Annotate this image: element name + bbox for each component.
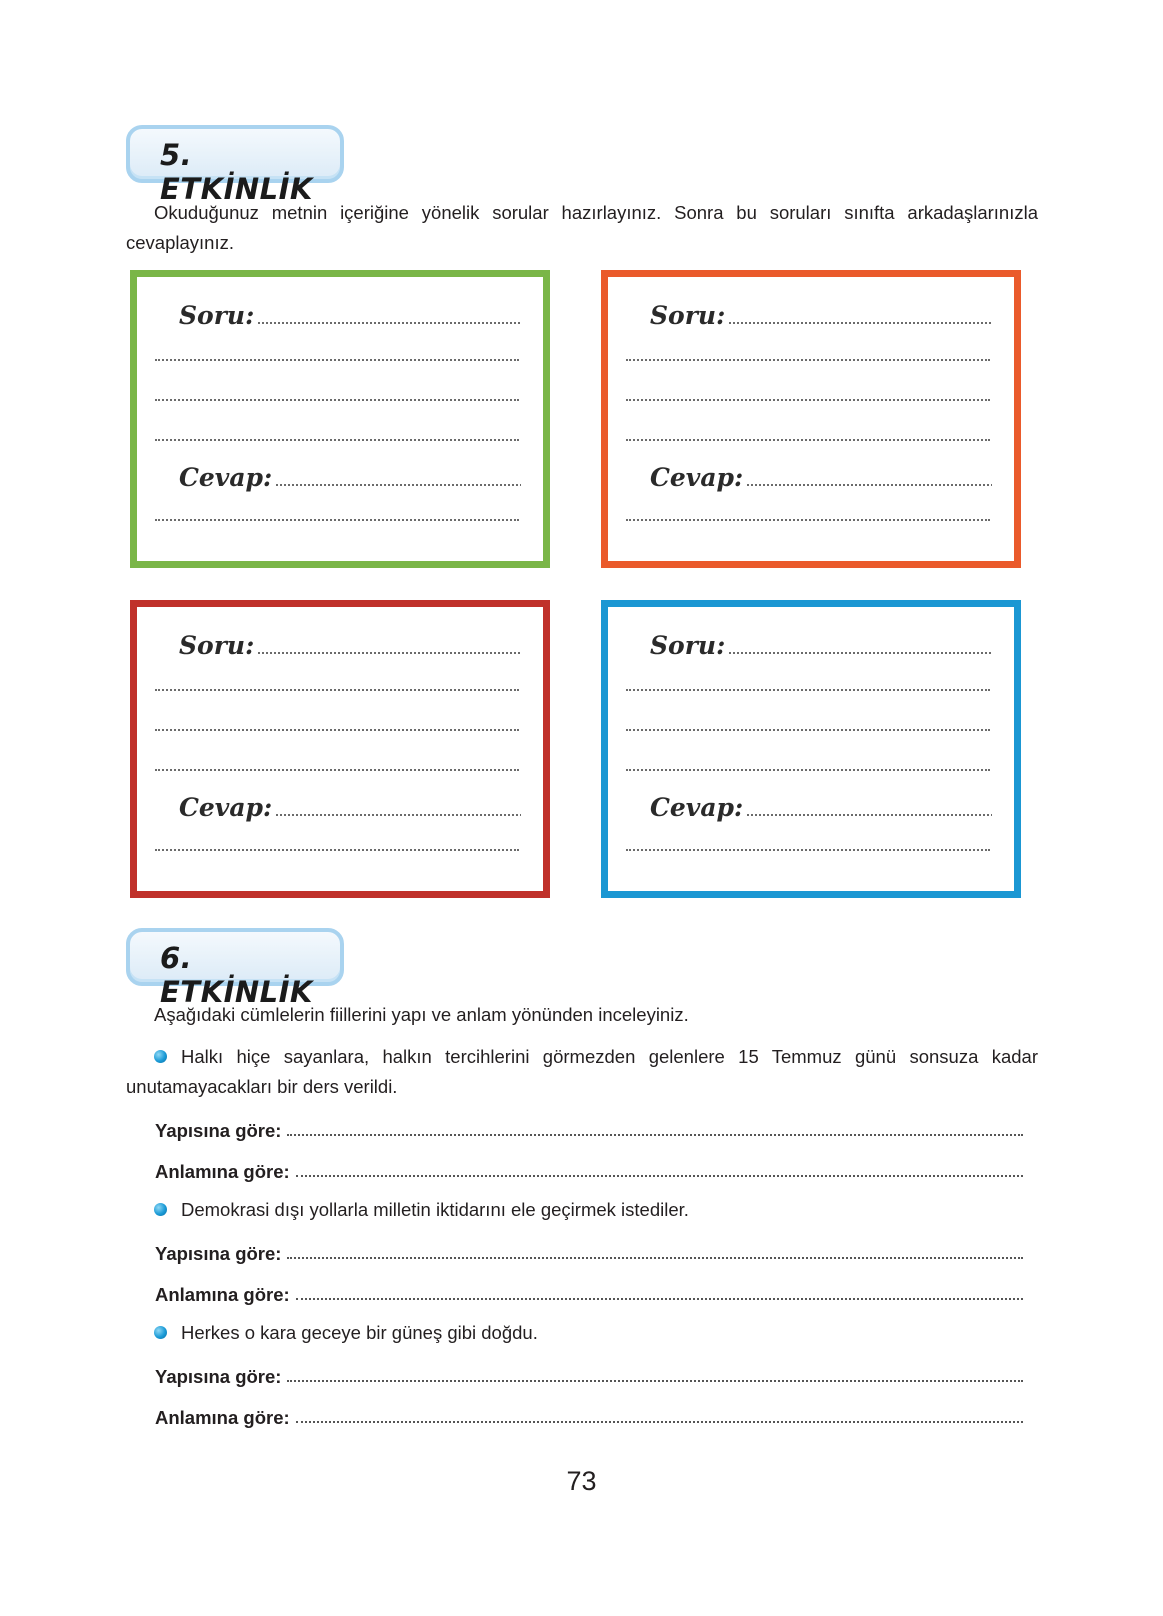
question-label: Soru: bbox=[650, 301, 726, 330]
question-label: Soru: bbox=[179, 301, 255, 330]
fill-line[interactable] bbox=[155, 689, 519, 691]
bullet-icon bbox=[154, 1050, 167, 1063]
structure-label: Yapısına göre: bbox=[155, 1243, 282, 1264]
question-card-red bbox=[130, 600, 550, 898]
answer-label: Cevap: bbox=[179, 793, 273, 822]
fill-line[interactable] bbox=[626, 689, 990, 691]
sentence-text: Halkı hiçe sayanlara, halkın tercihlerini görmezden gelenlere 15 Temmuz günü sonsuza kadar unutamayacakları bir ders verildi. bbox=[126, 1046, 1038, 1097]
meaning-fill-line[interactable] bbox=[296, 1298, 1023, 1300]
fill-line[interactable] bbox=[626, 399, 990, 401]
sentence-item bbox=[126, 1042, 1038, 1102]
meaning-fill-line[interactable] bbox=[296, 1175, 1023, 1177]
fill-line[interactable] bbox=[155, 439, 519, 441]
fill-line[interactable] bbox=[626, 849, 990, 851]
answer-label: Cevap: bbox=[650, 463, 744, 492]
question-fill-line[interactable] bbox=[258, 650, 521, 654]
structure-fill-line[interactable] bbox=[287, 1380, 1023, 1382]
structure-fill-line[interactable] bbox=[287, 1134, 1023, 1136]
bullet-icon bbox=[154, 1203, 167, 1216]
question-card-green bbox=[130, 270, 550, 568]
activity-6-instruction: Aşağıdaki cümlelerin fiillerini yapı ve anlam yönünden inceleyiniz. bbox=[154, 1004, 689, 1025]
sentence-item bbox=[126, 1318, 1038, 1348]
question-label: Soru: bbox=[650, 631, 726, 660]
structure-label: Yapısına göre: bbox=[155, 1366, 282, 1387]
meaning-fill-line[interactable] bbox=[296, 1421, 1023, 1423]
fill-line[interactable] bbox=[155, 359, 519, 361]
meaning-label: Anlamına göre: bbox=[155, 1284, 290, 1305]
question-fill-line[interactable] bbox=[729, 650, 992, 654]
sentence-text: Demokrasi dışı yollarla milletin iktidarını ele geçirmek istediler. bbox=[181, 1199, 689, 1220]
activity-6-title: 6. ETKİNLİK bbox=[160, 941, 313, 1009]
question-card-blue bbox=[601, 600, 1021, 898]
sentence-text: Herkes o kara geceye bir güneş gibi doğdu. bbox=[181, 1322, 538, 1343]
sentence-item bbox=[126, 1195, 1038, 1225]
meaning-answer-row bbox=[155, 1278, 1023, 1306]
fill-line[interactable] bbox=[155, 769, 519, 771]
activity-5-instruction: Okuduğunuz metnin içeriğine yönelik sorular hazırlayınız. Sonra bu soruları sınıfta arkadaşlarınızla cevaplayınız. bbox=[126, 202, 1038, 253]
structure-answer-row bbox=[155, 1237, 1023, 1265]
fill-line[interactable] bbox=[155, 519, 519, 521]
structure-answer-row bbox=[155, 1360, 1023, 1388]
activity-5-title: 5. ETKİNLİK bbox=[160, 138, 313, 206]
answer-label: Cevap: bbox=[650, 793, 744, 822]
fill-line[interactable] bbox=[626, 769, 990, 771]
question-label: Soru: bbox=[179, 631, 255, 660]
answer-fill-line[interactable] bbox=[276, 482, 521, 486]
fill-line[interactable] bbox=[155, 399, 519, 401]
fill-line[interactable] bbox=[626, 359, 990, 361]
question-fill-line[interactable] bbox=[258, 320, 521, 324]
meaning-label: Anlamına göre: bbox=[155, 1161, 290, 1182]
activity-6-badge bbox=[126, 928, 344, 1009]
page-number: 73 bbox=[566, 1466, 597, 1496]
activity-5-badge bbox=[126, 125, 344, 206]
meaning-answer-row bbox=[155, 1155, 1023, 1183]
fill-line[interactable] bbox=[626, 519, 990, 521]
meaning-answer-row bbox=[155, 1401, 1023, 1429]
bullet-icon bbox=[154, 1326, 167, 1339]
structure-fill-line[interactable] bbox=[287, 1257, 1023, 1259]
fill-line[interactable] bbox=[155, 849, 519, 851]
fill-line[interactable] bbox=[155, 729, 519, 731]
answer-label: Cevap: bbox=[179, 463, 273, 492]
fill-line[interactable] bbox=[626, 729, 990, 731]
structure-answer-row bbox=[155, 1114, 1023, 1142]
question-card-orange bbox=[601, 270, 1021, 568]
answer-fill-line[interactable] bbox=[747, 482, 992, 486]
meaning-label: Anlamına göre: bbox=[155, 1407, 290, 1428]
question-fill-line[interactable] bbox=[729, 320, 992, 324]
fill-line[interactable] bbox=[626, 439, 990, 441]
answer-fill-line[interactable] bbox=[276, 812, 521, 816]
answer-fill-line[interactable] bbox=[747, 812, 992, 816]
structure-label: Yapısına göre: bbox=[155, 1120, 282, 1141]
